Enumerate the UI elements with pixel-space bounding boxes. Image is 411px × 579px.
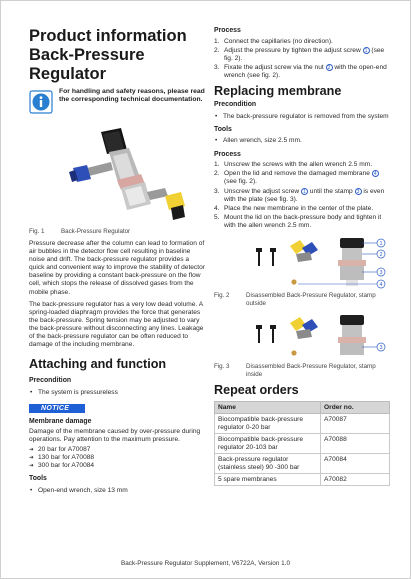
step-number: 5. (214, 213, 220, 221)
table-cell: Back-pressure regulator (stainless steel) 90 -300 bar (215, 454, 321, 474)
table-cell: 5 spare membranes (215, 474, 321, 486)
step-item (214, 188, 390, 204)
callout-marker: 4 (372, 170, 379, 177)
process-label: Process (214, 150, 241, 158)
step-number: 1. (214, 161, 220, 169)
step-text: Fixate the adjust screw via the nut (224, 63, 326, 71)
precondition-label: Precondition (29, 377, 72, 385)
step-item (214, 170, 390, 186)
column-header: Name (215, 402, 321, 414)
figure-caption (29, 228, 205, 236)
section-heading-attaching: Attaching and function (29, 357, 167, 372)
section-heading-replacing: Replacing membrane (214, 84, 342, 99)
step-number: 2. (214, 46, 220, 54)
step-number: 1. (214, 37, 220, 45)
notice-badge: NOTICE (29, 404, 85, 413)
step-text: Unscrew the adjust screw (224, 187, 301, 195)
step-number: 4. (214, 204, 220, 212)
step-text: Connect the capillaries (no direction). (224, 37, 333, 45)
title-line: Back-Pressure (29, 46, 145, 64)
step-item (214, 214, 390, 230)
step-item (214, 47, 390, 63)
process-steps (214, 38, 390, 80)
figure-caption (214, 363, 390, 378)
step-text: Open the lid and remove the damaged membrane (224, 170, 372, 178)
figure-caption (214, 292, 390, 307)
table-cell: A70087 (321, 414, 390, 434)
callout-label: 3 (379, 345, 383, 352)
callout-label: 1 (379, 241, 383, 247)
intro-paragraph: The back-pressure regulator has a very low dead volume. A spring-loaded diaphragm provides the force that generates the back-pressure. Spring tension may be adjusted to vary the back-pressure without disconnecting any lines. Leakage of the back-pressure regulator can be often reduced to damage of the including membrane. (29, 300, 204, 349)
table-row (215, 414, 390, 434)
table-row (215, 474, 390, 486)
figure-number: Fig. 3 (214, 363, 230, 371)
step-text: (see fig. 2). (224, 178, 257, 186)
section-heading-repeat-orders: Repeat orders (214, 383, 299, 398)
list-item: ➜ 20 bar for A70087 (29, 446, 205, 454)
list-item: ➜ 300 bar for A70084 (29, 462, 205, 470)
step-text: until the stamp (307, 187, 355, 195)
step-item (214, 38, 390, 46)
step-text: is even with the plate (see fig. 3). (224, 187, 385, 203)
figure-caption-text: Disassembled Back-Pressure Regulator, stamp inside (246, 363, 376, 378)
regulator-photo (29, 122, 205, 226)
notice-text: Damage of the membrane caused by over-pressure during operations. Pay attention to the maximum pressure. (29, 427, 201, 443)
tools-label: Tools (29, 475, 47, 483)
step-text: Mount the lid on the back-pressure body and tighten it with the allen wrench 2.5 mm. (224, 213, 382, 229)
pressure-list (29, 446, 205, 471)
callout-label: 4 (379, 282, 383, 288)
table-cell: A70088 (321, 434, 390, 454)
list-item: • Open-end wrench, size 13 mm (29, 487, 205, 495)
safety-info-box (29, 88, 205, 114)
table-row (215, 454, 390, 474)
page-title (29, 27, 205, 84)
list-item: • Allen wrench, size 2.5 mm. (214, 137, 390, 145)
tools-list (214, 137, 390, 145)
notice-title: Membrane damage (29, 418, 92, 426)
tools-list (29, 487, 205, 495)
tools-label: Tools (214, 125, 232, 133)
figure-3 (214, 311, 390, 378)
table-cell: A70084 (321, 454, 390, 474)
process-label: Process (214, 27, 241, 34)
callout-label: 2 (379, 252, 383, 258)
table-cell: Biocompatible back-pressure regulator 0-20 bar (215, 414, 321, 434)
title-line: Regulator (29, 65, 107, 83)
disassembled-photo-stamp-outside (214, 234, 390, 292)
list-item: • The back-pressure regulator is removed from the system (214, 113, 390, 121)
list-item: ➜ 130 bar for A70088 (29, 454, 205, 462)
figure-2 (214, 234, 390, 307)
safety-note: For handling and safety reasons, please read the corresponding technical documentation. (59, 88, 205, 104)
page-footer: Back-Pressure Regulator Supplement, V6722A, Version 1.0 (120, 560, 291, 567)
step-number: 3. (214, 187, 220, 195)
step-item (214, 64, 390, 80)
step-number: 3. (214, 63, 220, 71)
list-item: • The system is pressureless (29, 389, 205, 397)
precondition-label: Precondition (214, 101, 257, 109)
column-header: Order no. (321, 402, 390, 414)
step-text: Adjust the pressure by tighten the adjust screw (224, 46, 363, 54)
step-text: Place the new membrane in the center of the plate. (224, 204, 374, 212)
step-item (214, 161, 390, 169)
callout-marker: 2 (326, 64, 333, 71)
precondition-list (29, 389, 205, 397)
step-item (214, 205, 390, 213)
step-text: (see fig. 2). (224, 46, 385, 62)
figure-caption-text: Back-Pressure Regulator (61, 228, 131, 235)
info-icon (29, 90, 53, 114)
title-line: Product information (29, 27, 187, 45)
step-text: with the open-end wrench (see fig. 2). (224, 63, 387, 79)
step-number: 2. (214, 170, 220, 178)
intro-paragraph: Pressure decrease after the column can lead to formation of air bubbles in the detector flow cell resulting in baseline noise and drift. The back-pressure regulator provides a quick and convenient way to improve the stability of detector baseline by providing a constant back-pressure on the flow cell, which stops the release of dissolved gases from the mobile phase. (29, 240, 205, 296)
precondition-list (214, 113, 390, 121)
step-text: Unscrew the screws with the allen wrench 2.5 mm. (224, 161, 373, 169)
callout-marker: 1 (363, 47, 370, 54)
table-cell: A70082 (321, 474, 390, 486)
figure-number: Fig. 1 (29, 228, 45, 235)
figure-caption-text: Disassembled Back-Pressure Regulator, stamp outside (246, 292, 376, 307)
orders-table (214, 401, 390, 486)
table-cell: Biocompatible back-pressure regulator 20-103 bar (215, 434, 321, 454)
callout-marker: 3 (355, 188, 362, 195)
left-column (29, 27, 205, 495)
callout-label: 3 (379, 270, 383, 276)
table-row (215, 434, 390, 454)
callout-marker: 1 (301, 188, 308, 195)
process-steps (214, 161, 390, 230)
table-header-row (215, 402, 390, 414)
figure-number: Fig. 2 (214, 292, 230, 299)
right-column (214, 27, 390, 486)
disassembled-photo-stamp-inside (214, 311, 390, 363)
